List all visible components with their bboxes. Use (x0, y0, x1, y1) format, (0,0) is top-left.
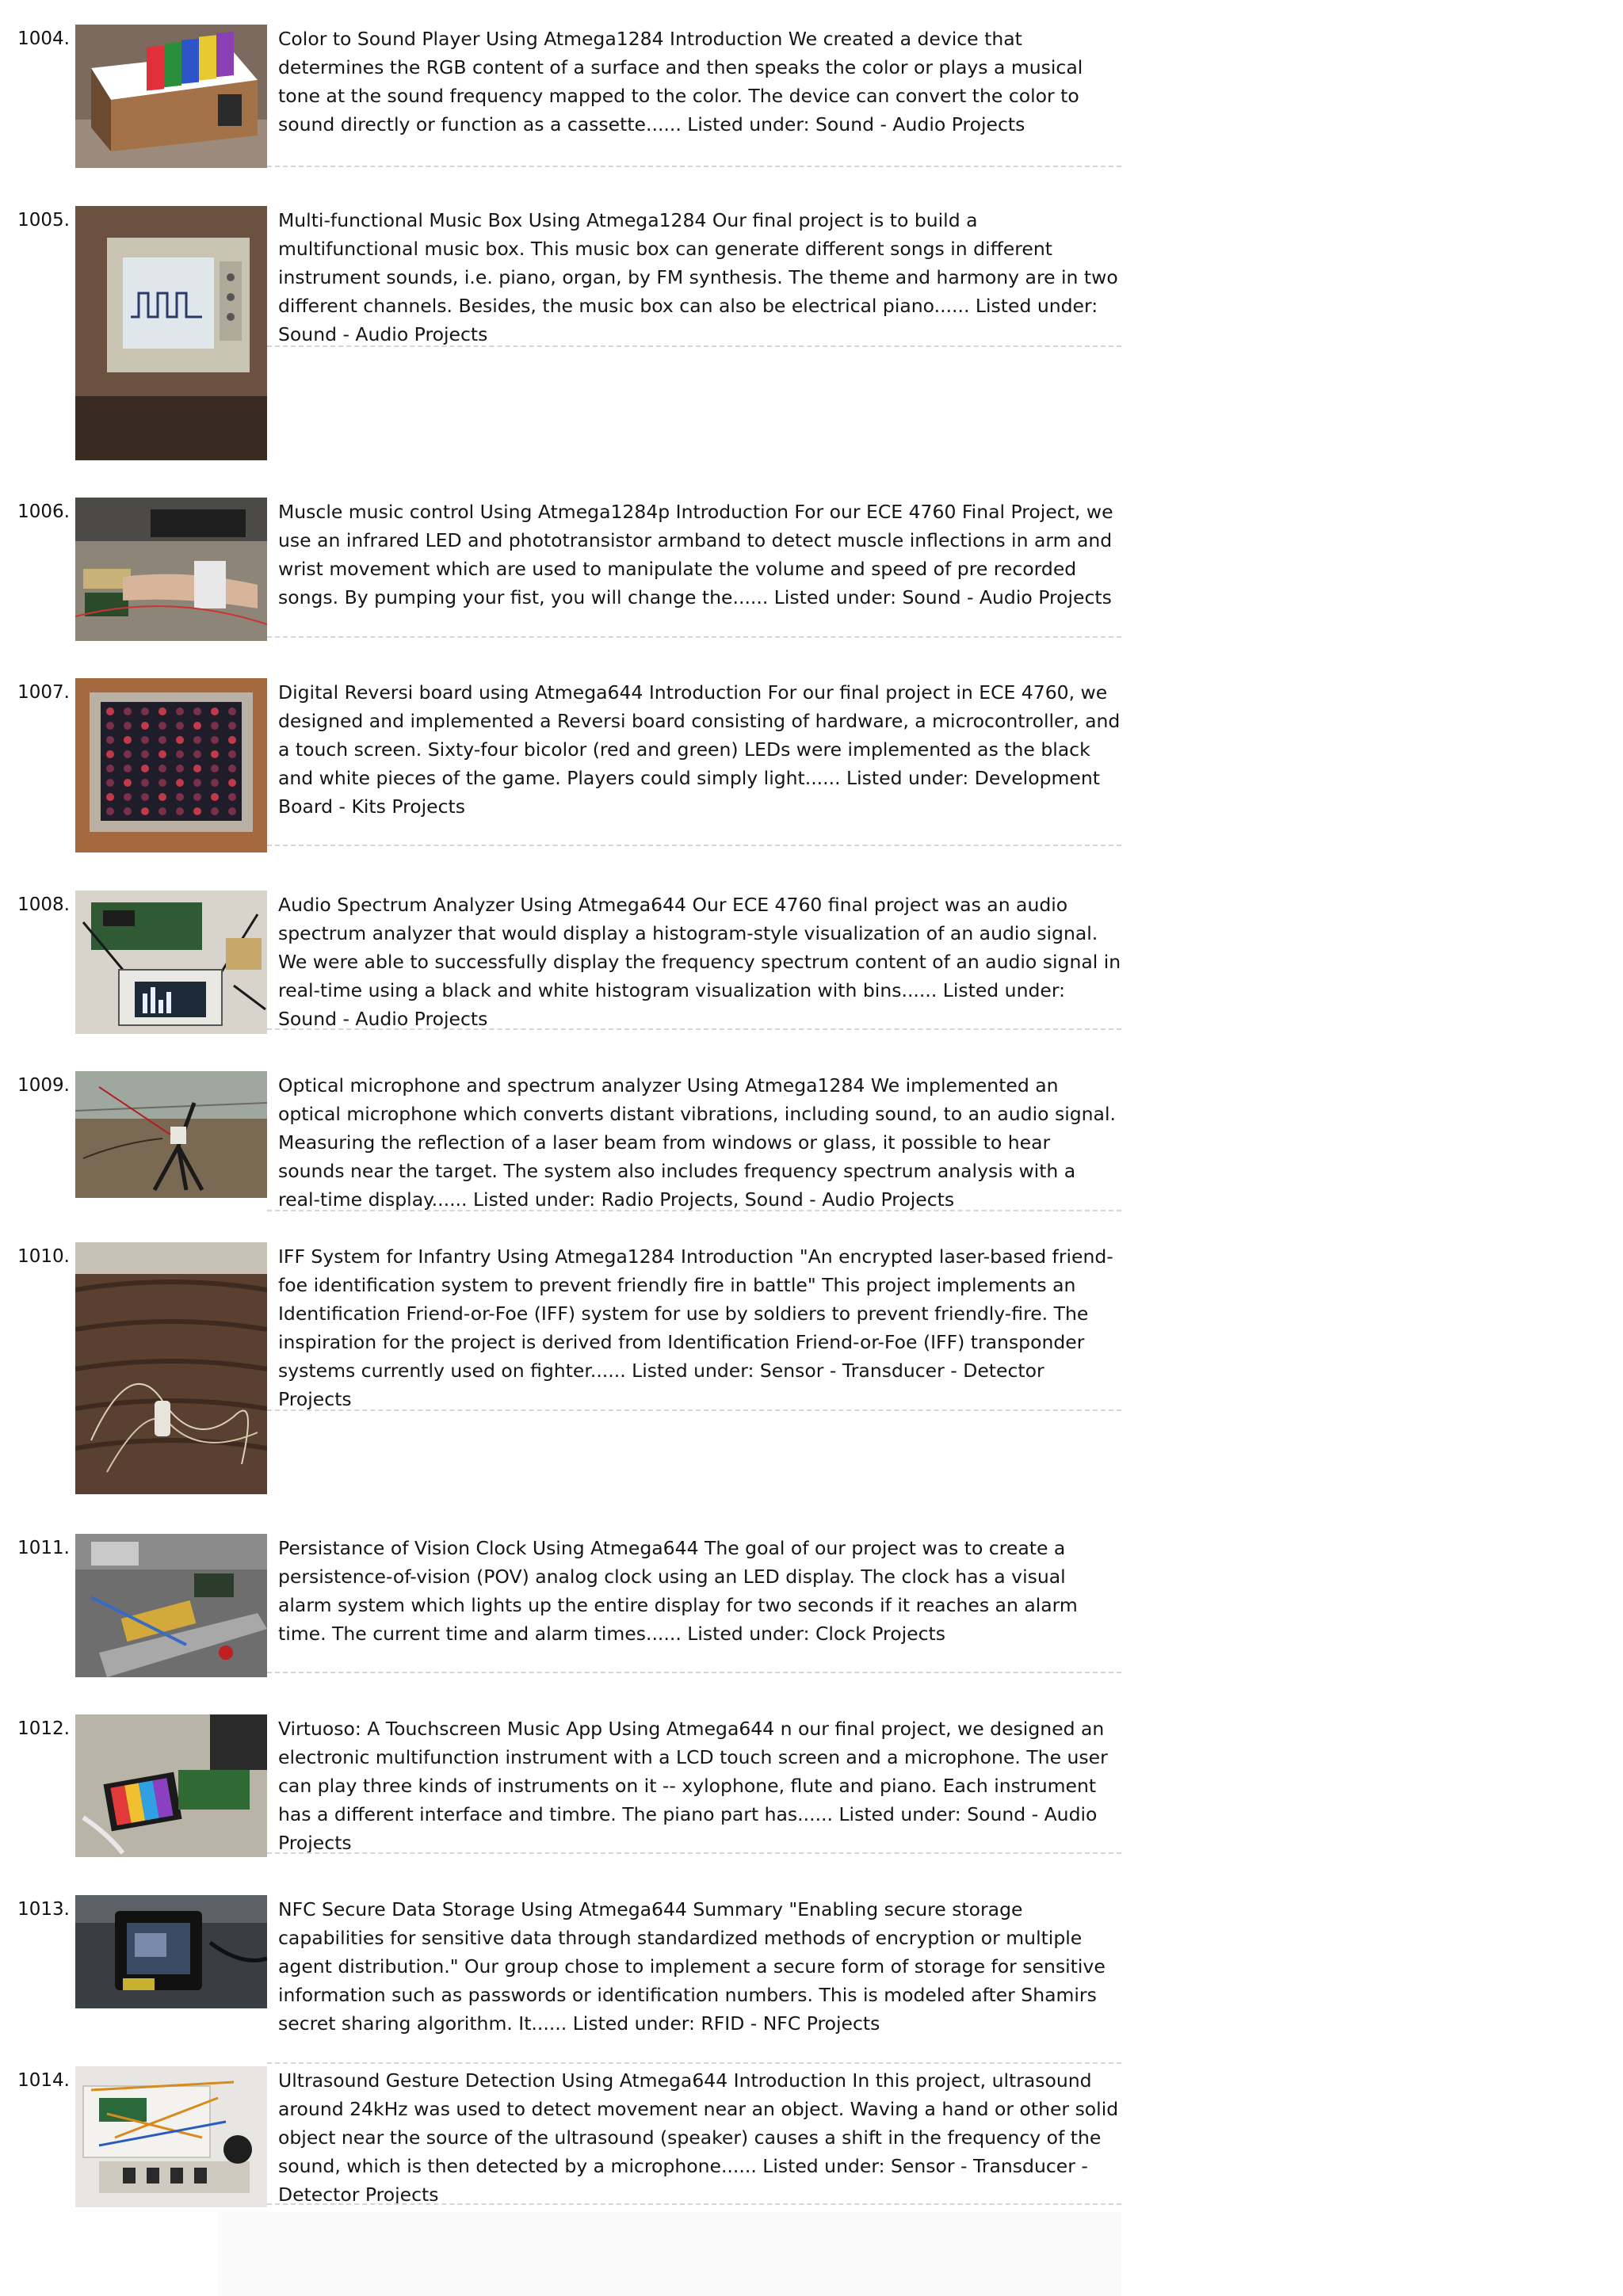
item-divider (267, 1409, 1121, 1411)
project-thumbnail[interactable] (75, 678, 267, 852)
project-thumbnail[interactable] (75, 891, 267, 1034)
project-thumbnail[interactable] (75, 206, 267, 460)
item-description: Digital Reversi board using Atmega644 Introduction For our final project in ECE 4760, we designed and implemented a Reversi board consisting of hardware, a microcontroller, and a touch screen. Sixty-four bicolor (red and green) LEDs were implemented as the black and white pieces of the game. Players could simply light...... Listed under: Development Board - Kits Projects (278, 681, 1121, 818)
project-thumbnail[interactable] (75, 1895, 267, 2008)
item-number: 1011. (17, 1538, 70, 1558)
item-description: IFF System for Infantry Using Atmega1284 Introduction "An encrypted laser-based friend-foe identification system to prevent friendly fire in battle" This project implements an Identification Friend-or-Foe (IFF) system for use by soldiers to prevent friendly-fire. The inspiration for the project is derived from Identification Friend-or-Foe (IFF) transponder systems currently used on fighter...... Listed under: Sensor - Transducer - Detector Projects (278, 1245, 1113, 1410)
project-thumbnail[interactable] (75, 1242, 267, 1494)
spectrum-analyzer-photo-icon (75, 891, 267, 1034)
item-number: 1007. (17, 682, 70, 703)
item-description: Virtuoso: A Touchscreen Music App Using Atmega644 n our final project, we designed an electronic multifunction instrument with a LCD touch screen and a microphone. The user can play three kinds of instruments on it -- xylophone, flute and piano. Each instrument has a different interface and timbre. The piano part has...... Listed under: Sound - Audio Projects (278, 1718, 1108, 1854)
item-description: Muscle music control Using Atmega1284p Introduction For our ECE 4760 Final Project, we use an infrared LED and phototransistor armband to detect muscle inflections in arm and wrist movement which are used to manipulate the volume and speed of pre recorded songs. By pumping your fist, you will change the...... Listed under: Sound - Audio Projects (278, 501, 1113, 608)
touchscreen-photo-icon (75, 1714, 267, 1857)
tripod-photo-icon (75, 1071, 267, 1198)
item-divider (267, 345, 1121, 347)
item-divider (267, 636, 1121, 638)
pov-clock-photo-icon (75, 1534, 267, 1677)
item-number: 1010. (17, 1246, 70, 1267)
item-number: 1012. (17, 1718, 70, 1739)
item-divider (267, 2203, 1121, 2205)
item-number: 1005. (17, 210, 70, 231)
item-description: NFC Secure Data Storage Using Atmega644 Summary "Enabling secure storage capabilities for sensitive data through standardized methods of encryption or multiple agent distribution." Our group chose to implement a secure form of storage for sensitive information such as passwords or identification numbers. This is modeled after Shamirs secret sharing algorithm. It...... Listed under: RFID - NFC Projects (278, 1898, 1106, 2035)
item-divider (267, 1210, 1121, 1211)
item-number: 1009. (17, 1075, 70, 1096)
oscilloscope-photo-icon (75, 206, 267, 460)
item-number: 1004. (17, 29, 70, 49)
project-thumbnail[interactable] (75, 2066, 267, 2207)
item-number: 1006. (17, 502, 70, 522)
item-description: Optical microphone and spectrum analyzer Using Atmega1284 We implemented an optical microphone which converts distant vibrations, including sound, to an audio signal. Measuring the reflection of a laser beam from windows or glass, it possible to hear sounds near the target. The system also includes frequency spectrum analysis with a real-time display...... Listed under: Radio Projects, Sound - Audio Projects (278, 1074, 1116, 1211)
item-number: 1013. (17, 1899, 70, 1920)
item-number: 1014. (17, 2070, 70, 2091)
item-divider (267, 2062, 1121, 2064)
color-box-photo-icon (75, 25, 267, 168)
project-thumbnail[interactable] (75, 1714, 267, 1857)
project-thumbnail[interactable] (75, 1071, 267, 1198)
breadboard-photo-icon (75, 2066, 267, 2207)
item-description: Multi-functional Music Box Using Atmega1284 Our final project is to build a multifunctional music box. This music box can generate different songs in different instrument sounds, i.e. piano, organ, by FM synthesis. The theme and harmony are in two different channels. Besides, the music box can also be electrical piano...... Listed under: Sound - Audio Projects (278, 209, 1118, 345)
vest-photo-icon (75, 1242, 267, 1494)
item-divider (267, 845, 1121, 846)
item-description: Persistance of Vision Clock Using Atmega644 The goal of our project was to create a persistence-of-vision (POV) analog clock using an LED display. The clock has a visual alarm system which lights up the entire display for two seconds if it reaches an alarm time. The current time and alarm times...... Listed under: Clock Projects (278, 1537, 1078, 1645)
item-description: Audio Spectrum Analyzer Using Atmega644 Our ECE 4760 final project was an audio spectrum analyzer that would display a histogram-style visualization of an audio signal. We were able to successfully display the frequency spectrum content of an audio signal in real-time using a black and white histogram visualization with bins...... Listed under: Sound - Audio Projects (278, 894, 1121, 1030)
faded-placeholder (218, 2212, 1121, 2296)
item-divider (267, 1672, 1121, 1673)
item-number: 1008. (17, 894, 70, 915)
item-description: Color to Sound Player Using Atmega1284 Introduction We created a device that determines the RGB content of a surface and then speaks the color or plays a musical tone at the sound frequency mapped to the color. The device can convert the color to sound directly or function as a cassette...... Listed under: Sound - Audio Projects (278, 28, 1083, 135)
item-divider (267, 1028, 1121, 1030)
item-divider (267, 166, 1121, 167)
lcd-device-photo-icon (75, 1895, 267, 2008)
project-thumbnail[interactable] (75, 1534, 267, 1677)
project-thumbnail[interactable] (75, 498, 267, 641)
led-grid-photo-icon (75, 678, 267, 852)
item-description: Ultrasound Gesture Detection Using Atmega644 Introduction In this project, ultrasound around 24kHz was used to detect movement near an object. Waving a hand or other solid object near the source of the ultrasound (speaker) causes a shift in the frequency of the sound, which is then detected by a microphone...... Listed under: Sensor - Transducer - Detector Projects (278, 2069, 1119, 2206)
project-thumbnail[interactable] (75, 25, 267, 168)
item-divider (267, 1852, 1121, 1854)
armband-photo-icon (75, 498, 267, 641)
